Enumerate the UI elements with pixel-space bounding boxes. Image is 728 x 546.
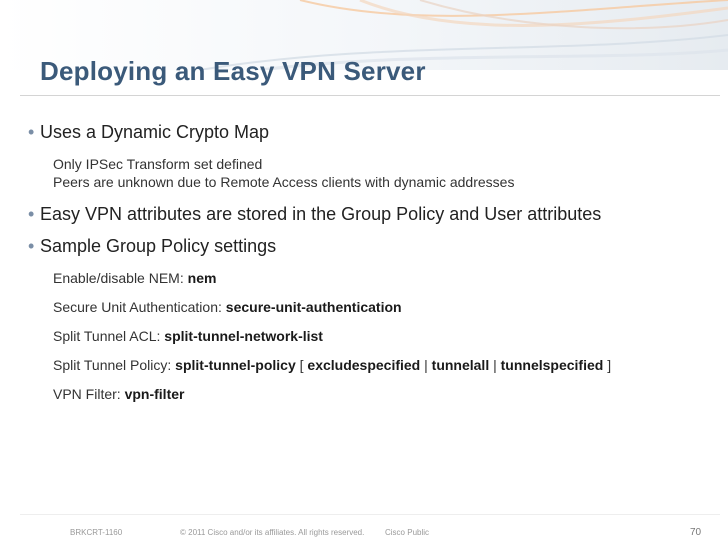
footer-session-id: BRKCRT-1160	[70, 528, 123, 537]
setting-value: secure-unit-authentication	[225, 299, 402, 315]
setting-label: Enable/disable NEM:	[53, 270, 188, 286]
separator: |	[420, 357, 432, 373]
setting-label: Split Tunnel Policy:	[53, 357, 176, 373]
bullet-text: Sample Group Policy settings	[40, 236, 277, 256]
setting-label: VPN Filter:	[53, 386, 125, 402]
setting-label: Split Tunnel ACL:	[53, 328, 165, 344]
option-tunnelall: tunnelall	[431, 357, 490, 373]
setting-value: nem	[187, 270, 217, 286]
page-number: 70	[690, 527, 702, 538]
setting-vpn-filter	[53, 386, 184, 402]
bullet-easy-vpn-attributes	[28, 204, 601, 225]
slide-title: Deploying an Easy VPN Server	[40, 56, 426, 86]
bullet-dot-icon: •	[28, 204, 35, 224]
separator: |	[489, 357, 501, 373]
setting-secure-unit-auth	[53, 299, 402, 315]
bullet-text: Easy VPN attributes are stored in the Group Policy and User attributes	[40, 204, 602, 224]
option-excludespecified: excludespecified	[307, 357, 421, 373]
sub-bullet: Peers are unknown due to Remote Access clients with dynamic addresses	[53, 174, 515, 190]
footer-classification: Cisco Public	[385, 528, 430, 537]
title-divider	[20, 95, 720, 96]
sub-bullet: Only IPSec Transform set defined	[53, 156, 263, 172]
setting-value: split-tunnel-network-list	[164, 328, 323, 344]
bracket-open: [	[295, 357, 308, 373]
setting-split-tunnel-policy	[53, 357, 611, 373]
bullet-dynamic-crypto-map	[28, 122, 269, 143]
footer-copyright: © 2011 Cisco and/or its affiliates. All rights reserved.	[180, 528, 365, 537]
bullet-dot-icon: •	[28, 122, 35, 142]
setting-nem	[53, 270, 216, 286]
bullet-text: Uses a Dynamic Crypto Map	[40, 122, 270, 142]
footer-divider	[20, 514, 720, 515]
setting-split-tunnel-acl	[53, 328, 323, 344]
setting-value: split-tunnel-policy	[175, 357, 296, 373]
option-tunnelspecified: tunnelspecified	[500, 357, 604, 373]
bullet-sample-group-policy	[28, 236, 276, 257]
bracket-close: ]	[603, 357, 612, 373]
setting-label: Secure Unit Authentication:	[53, 299, 226, 315]
bullet-dot-icon: •	[28, 236, 35, 256]
setting-value: vpn-filter	[124, 386, 185, 402]
